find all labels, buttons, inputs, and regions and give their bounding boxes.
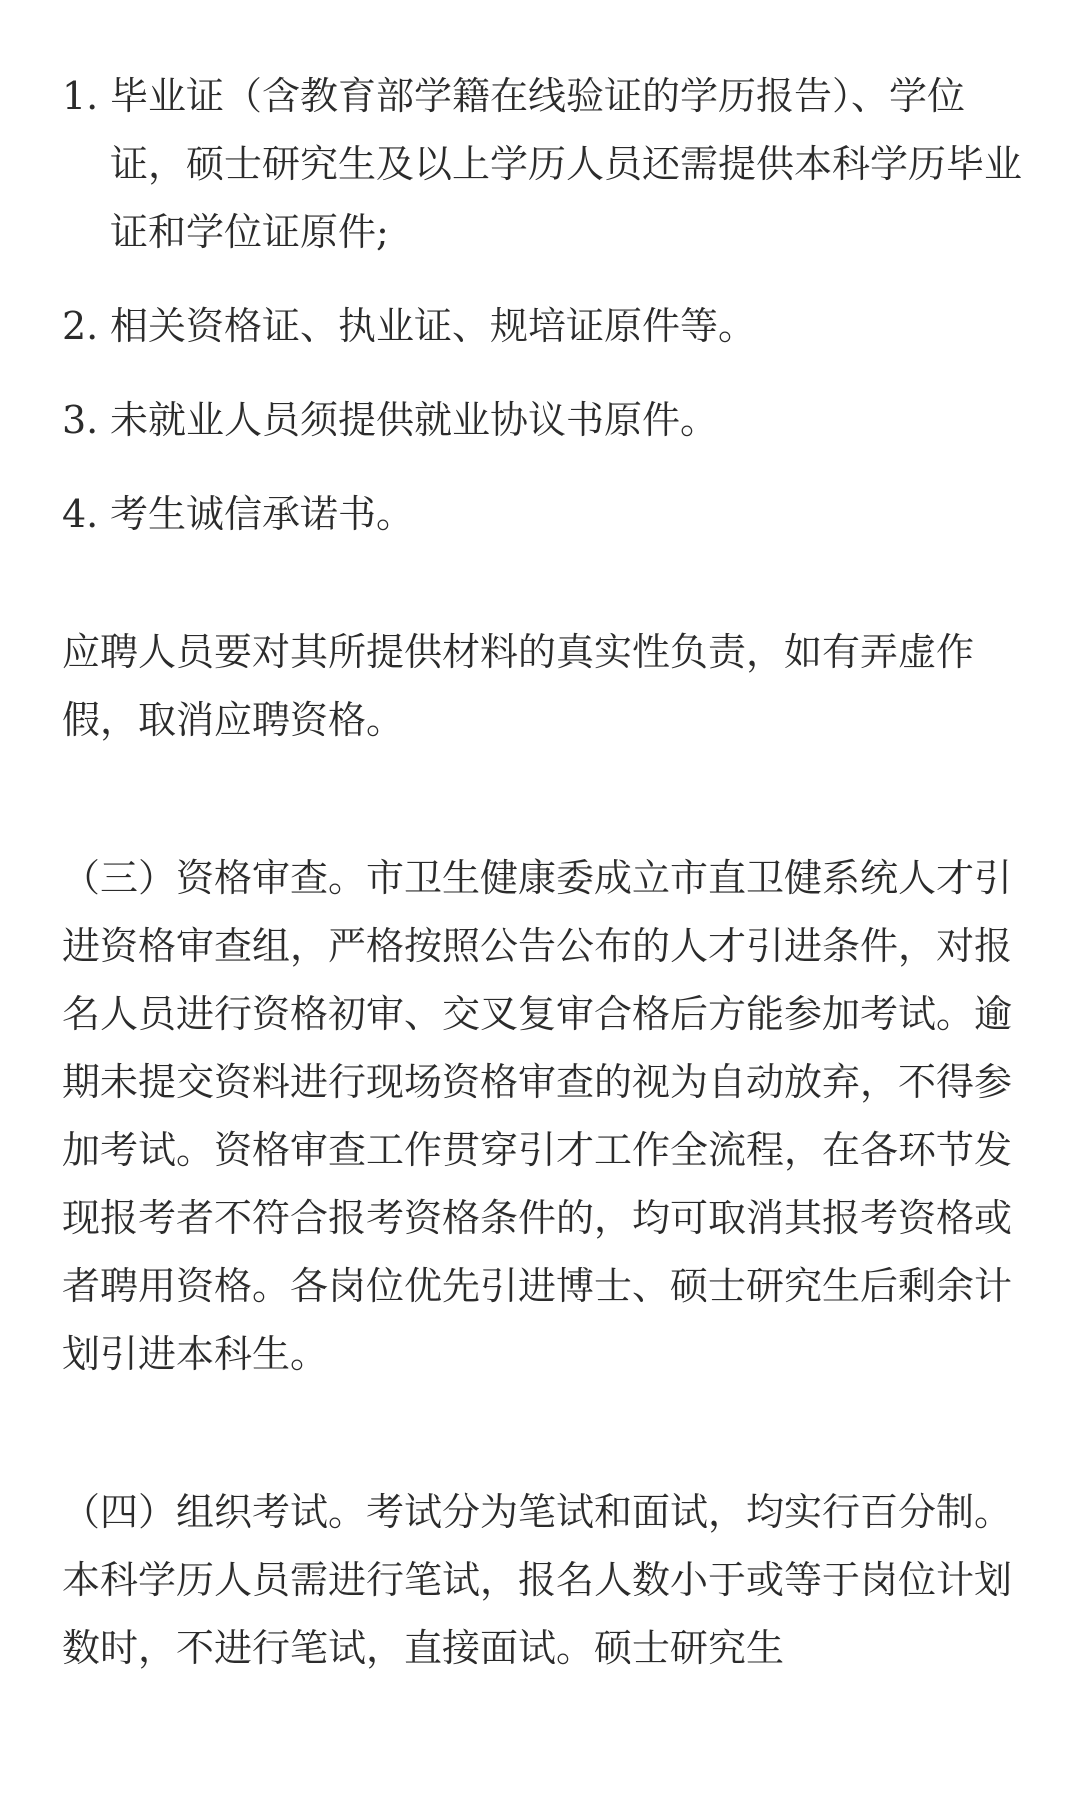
list-item-number: 2.	[62, 304, 99, 348]
list-item-number: 1.	[62, 74, 99, 118]
list-item	[62, 62, 1022, 266]
list-item	[62, 386, 1022, 454]
list-item-text: 考生诚信承诺书。	[110, 492, 415, 536]
paragraph-exam-organization: （四）组织考试。考试分为笔试和面试，均实行百分制。本科学历人员需进行笔试，报名人数小于或等于岗位计划数时，不进行笔试，直接面试。硕士研究生	[62, 1490, 1013, 1670]
list-item	[62, 480, 1022, 548]
list-item-text: 相关资格证、执业证、规培证原件等。	[110, 304, 757, 348]
list-item-text: 毕业证（含教育部学籍在线验证的学历报告）、学位证，硕士研究生及以上学历人员还需提供本科学历毕业证和学位证原件;	[110, 74, 1023, 254]
article-body	[62, 62, 1022, 1682]
list-item-number: 4.	[62, 492, 99, 536]
paragraph-qualification-review: （三）资格审查。市卫生健康委成立市直卫健系统人才引进资格审查组，严格按照公告公布的人才引进条件，对报名人员进行资格初审、交叉复审合格后方能参加考试。逾期未提交资料进行现场资格审查的视为自动放弃，不得参加考试。资格审查工作贯穿引才工作全流程，在各环节发现报考者不符合报考资格条件的，均可取消其报考资格或者聘用资格。各岗位优先引进博士、硕士研究生后剩余计划引进本科生。	[62, 856, 1013, 1376]
list-item-text: 未就业人员须提供就业协议书原件。	[110, 398, 719, 442]
list-item	[62, 292, 1022, 360]
list-item-number: 3.	[62, 398, 99, 442]
paragraph-authenticity: 应聘人员要对其所提供材料的真实性负责，如有弄虚作假，取消应聘资格。	[62, 630, 975, 742]
